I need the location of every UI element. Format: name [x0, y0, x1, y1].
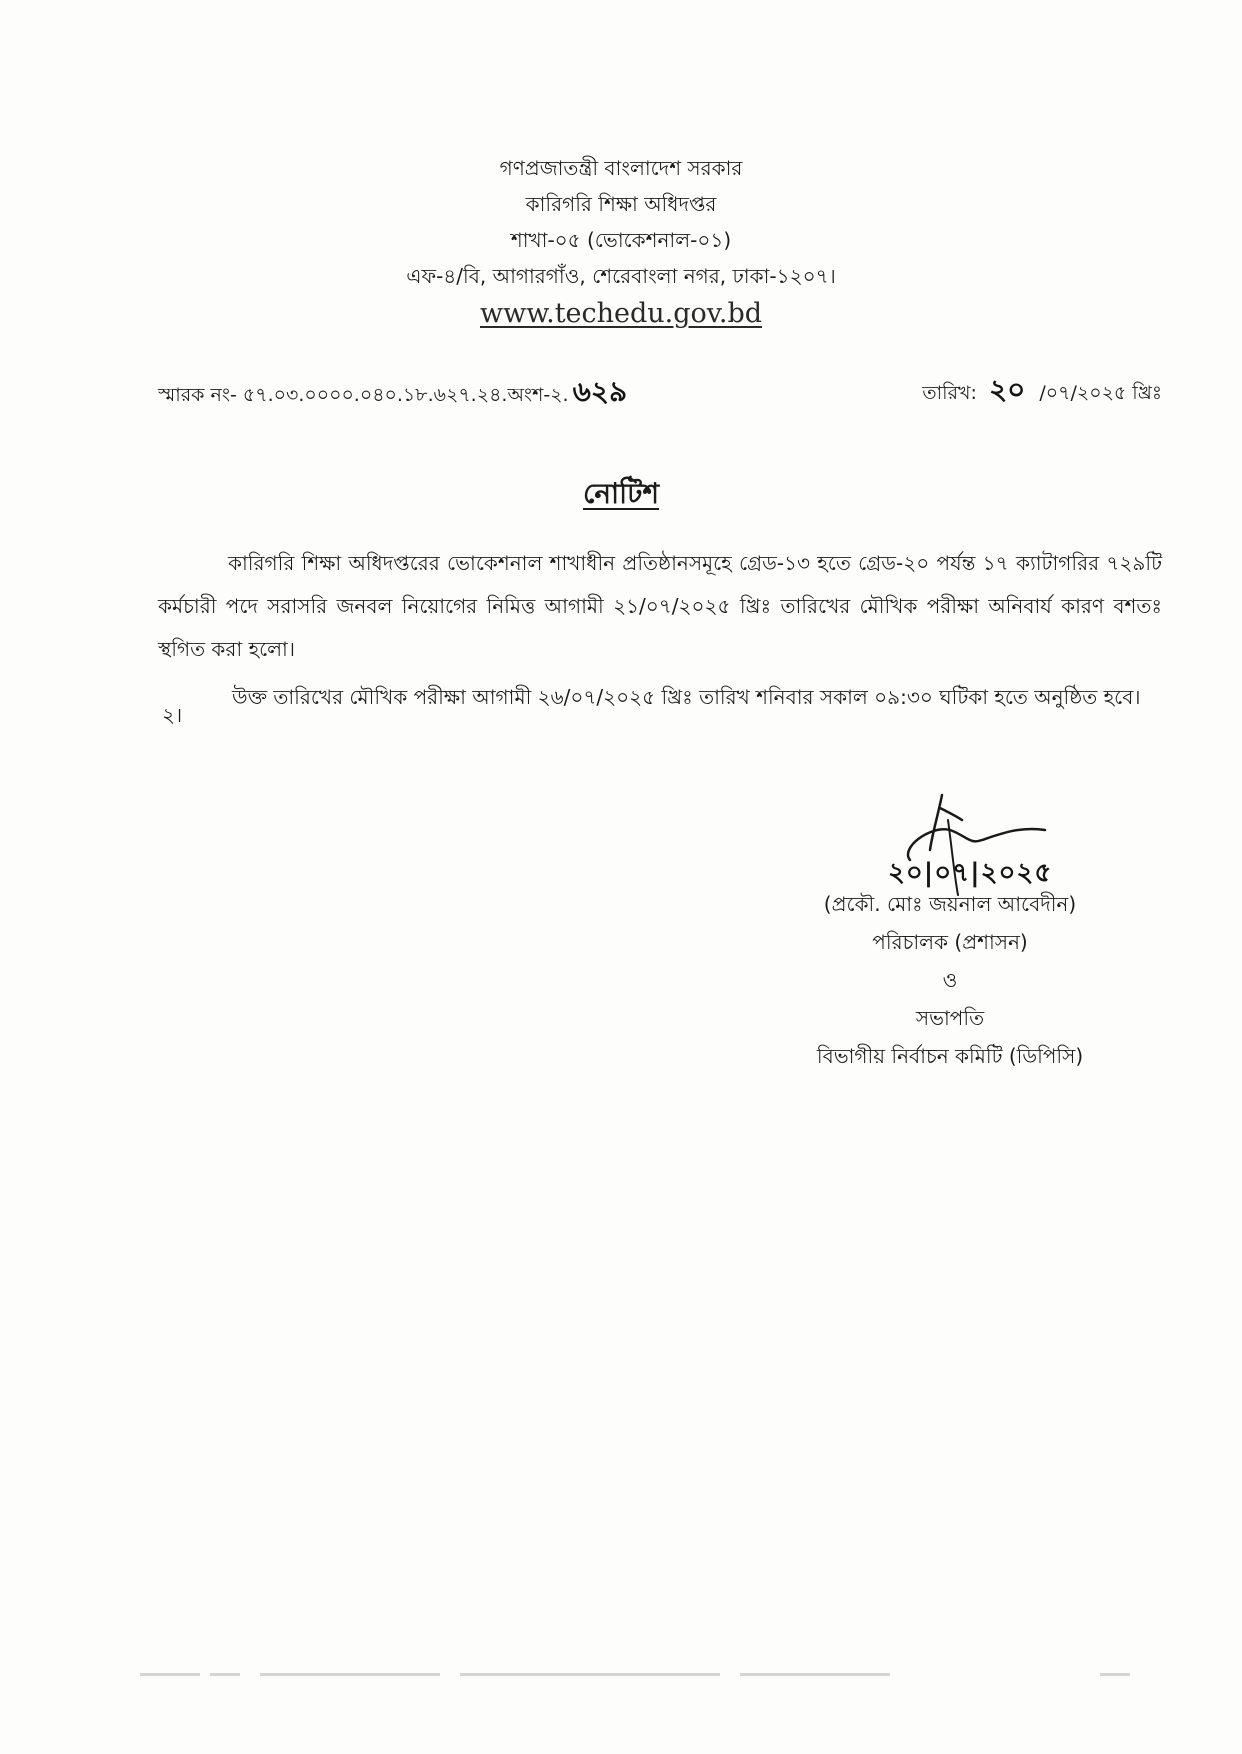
government-name: গণপ্রজাতন্ত্রী বাংলাদেশ সরকার	[499, 156, 743, 180]
notice-title	[0, 472, 1242, 519]
signatory-designation: পরিচালক (প্রশাসন)	[872, 930, 1028, 954]
item-text: উক্ত তারিখের মৌখিক পরীক্ষা আগামী ২৬/০৭/২০২৫ খ্রিঃ তারিখ শনিবার সকাল ০৯:৩০ ঘটিকা হতে অনুষ্ঠিত হবে।	[232, 685, 1141, 709]
signatory-block	[740, 885, 1160, 1075]
memo-handwritten-number: ৬২৯	[572, 375, 628, 408]
date-handwritten-day: ২০	[988, 373, 1026, 406]
notice-title-text: নোটিশ	[582, 477, 660, 510]
date-label: তারিখ:	[922, 382, 977, 404]
letterhead	[0, 150, 1242, 334]
notice-paragraph: কারিগরি শিক্ষা অধিদপ্তরের ভোকেশনাল শাখাধীন প্রতিষ্ঠানসমূহে গ্রেড-১৩ হতে গ্রেড-২০ পর্যন্ত ১৭ ক্যাটাগরির ৭২৯টি কর্মচারী পদে সরাসরি জনবল নিয়োগের নিমিত্ত আগামী ২১/০৭/২০২৫ খ্রিঃ তারিখের মৌখিক পরীক্ষা অনিবার্য কারণ বশতঃ স্থগিত করা হলো।	[158, 551, 1162, 661]
notice-item-2	[158, 676, 1162, 727]
date-rest: /০৭/২০২৫ খ্রিঃ	[1039, 382, 1162, 404]
memo-label: স্মারক নং- ৫৭.০৩.০০০০.০৪০.১৮.৬২৭.২৪.অংশ-২.	[158, 384, 569, 406]
address: এফ-৪/বি, আগারগাঁও, শেরেবাংলা নগর, ঢাকা-১২০৭।	[406, 264, 836, 288]
website-link[interactable]: www.techedu.gov.bd	[479, 298, 763, 329]
signatory-name: (প্রকৌ. মোঃ জয়নাল আবেদীন)	[823, 892, 1077, 916]
memo-reference	[158, 370, 627, 417]
signatory-committee: বিভাগীয় নির্বাচন কমিটি (ডিপিসি)	[816, 1044, 1084, 1068]
branch-name: শাখা-০৫ (ভোকেশনাল-০১)	[510, 228, 732, 252]
item-number: ২।	[162, 703, 183, 727]
signatory-role: সভাপতি	[915, 1006, 985, 1030]
signatory-conjunction: ও	[942, 968, 958, 992]
issue-date	[922, 368, 1162, 415]
department-name: কারিগরি শিক্ষা অধিদপ্তর	[525, 192, 717, 216]
faint-footer-strip	[140, 1668, 1140, 1682]
signature-date: ২০|০৭|২০২৫	[888, 858, 1053, 888]
